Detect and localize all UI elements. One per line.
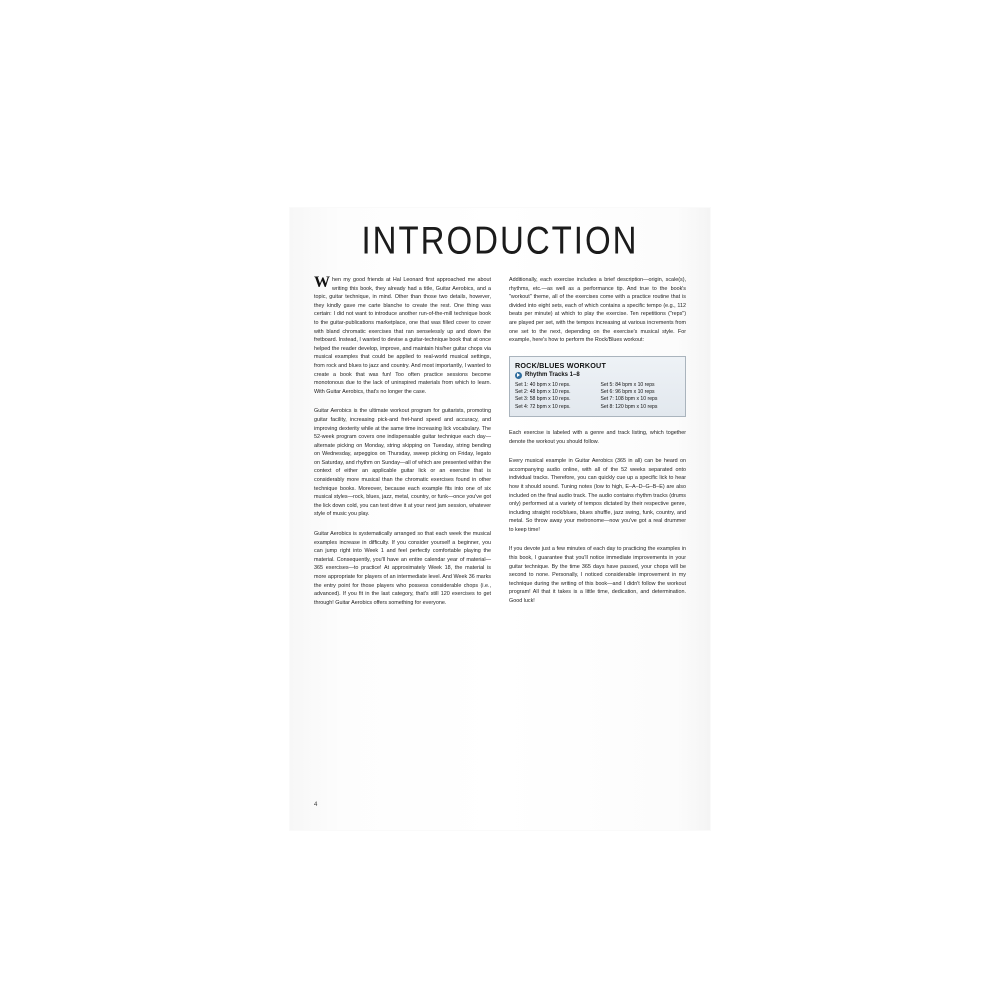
paragraph-intro — [314, 276, 491, 396]
set-row: Set 6: 96 bpm x 10 reps — [600, 389, 655, 396]
workout-track-label: Rhythm Tracks 1–8 — [525, 372, 580, 379]
set-row: Set 1: 40 bpm x 10 reps. — [515, 381, 571, 388]
paragraph-intro-text: hen my good friends at Hal Leonard first approached me about writing this book, they already had a title, Guitar Aerobics, and a topic, guitar technique, in mind. Other than those two details, however, they kindly gave me carte blanche to create the rest. One thing was certain: I did not want to introduce another run-of-the-mill technique book to the guitar-publications marketplace, one that was filled cover to cover with bland chromatic exercises that ran senselessly up and down the fretboard. Instead, I wanted to devise a guitar-technique book that at once helped the reader develop, improve, and maintain his/her guitar chops via musical examples that could be applied to real-world musical settings, from rock and blues to jazz and country. And most importantly, I wanted to create a book that was fun! Too often practice sessions become monotonous due to the lack of uninspired materials from which to learn. With Guitar Aerobics, that's no longer the case. — [314, 277, 491, 395]
set-row: Set 4: 72 bpm x 10 reps. — [515, 403, 571, 410]
paragraph-program-overview: Guitar Aerobics is the ultimate workout program for guitarists, promoting guitar facility, increasing pick-and fret-hand speed and accuracy, and improving dexterity while at the same time increasing lick vocabulary. The 52-week program covers one indispensable guitar technique each day—alternate picking on Monday, string skipping on Tuesday, string bending on Wednesday, arpeggios on Thursday, sweep picking on Friday, legato on Saturday, and rhythm on Sunday—all of which are presented within the context of either an applicable guitar lick or an exercise that is considerably more musical than the chromatic exercises found in other technique books. Moreover, because each example fits into one of six musical styles—rock, blues, jazz, metal, country, or funk—once you've got the lick down cold, you can test drive it at your next jam session, whatever style of music you play. — [314, 408, 491, 518]
set-row: Set 3: 58 bpm x 10 reps. — [515, 396, 571, 403]
left-column — [314, 276, 491, 618]
paragraph-audio-tracks: Every musical example in Guitar Aerobics (365 in all) can be heard on accompanying audio online, with all of the 52 weeks separated onto individual tracks. Therefore, you can quickly cue up a specific lick to hear how it should sound. Tuning notes (low to high, E–A–D–G–B–E) are also included on the final audio track. The audio contains rhythm tracks (drums only) performed at a variety of tempos dictated by their respective genre, including straight rock/blues, blues shuffle, jazz swing, funk, country, and metal. So throw away your metronome—now you've got a real drummer to keep time! — [509, 458, 686, 533]
drop-cap: W — [314, 274, 330, 291]
paragraph-closing: If you devote just a few minutes of each day to practicing the examples in this book, I guarantee that you'll notice immediate improvements in your guitar technique. By the time 365 days have passed, your chops will be second to none. Personally, I noticed considerable improvement in my technique during the writing of this book—and I didn't follow the workout program! All that it takes is a little time, dedication, and determination. Good luck! — [509, 546, 686, 605]
workout-box-title: ROCK/BLUES WORKOUT — [515, 360, 607, 370]
workout-sets-right — [601, 382, 681, 411]
set-row: Set 2: 48 bpm x 10 reps. — [515, 389, 571, 396]
book-page — [290, 208, 710, 830]
two-column-body — [314, 276, 686, 618]
set-row: Set 5: 84 bpm x 10 reps — [600, 381, 655, 388]
play-circle-icon — [515, 372, 522, 379]
workout-track-line — [515, 372, 680, 379]
page-title: INTRODUCTION — [361, 218, 639, 262]
set-row: Set 7: 108 bpm x 10 reps — [600, 396, 658, 403]
paragraph-genre-labeling: Each exercise is labeled with a genre and track listing, which together denote the workout you should follow. — [509, 429, 686, 445]
page-number: 4 — [314, 802, 318, 808]
paragraph-exercise-details: Additionally, each exercise includes a brief description—origin, scale(s), rhythms, etc.—as well as a performance tip. And true to the book's "workout" theme, all of the exercises come with a practice routine that is divided into eight sets, each of which contains a specific tempo (e.g., 112 beats per minute) at which to play the exercise. Ten repetitions ("reps") are played per set, with the tempos increasing at various increments from one set to the next, depending on the exercise's musical style. For example, here's how to perform the Rock/Blues workout: — [509, 277, 686, 344]
paragraph-difficulty-levels: Guitar Aerobics is systematically arranged so that each week the musical examples increase in difficulty. If you consider yourself a beginner, you can jump right into Week 1 and feel perfectly comfortable playing the material. Consequently, you'll have an entire calendar year of material—365 exercises—to practice! At approximately Week 18, the material is more appropriate for players of an intermediate level. And Week 36 marks the entry point for those players who possess considerable chops (i.e., advanced). If you fit in the last category, that's still 120 exercises to get through! Guitar Aerobics offers something for everyone. — [314, 531, 491, 606]
workout-sets — [515, 382, 680, 411]
set-row: Set 8: 120 bpm x 10 reps — [600, 403, 658, 410]
workout-sets-left — [515, 382, 595, 411]
right-column — [509, 276, 686, 618]
rock-blues-workout-box — [509, 356, 686, 417]
